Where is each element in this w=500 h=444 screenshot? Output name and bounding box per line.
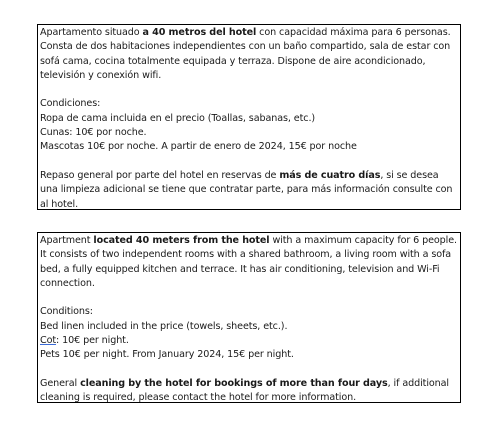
- english-intro-paragraph: [40, 234, 459, 291]
- english-intro-rest: with a maximum capacity for 6 people. It consists of two independent rooms with a shared bathroom, a living room with a sofa bed, a fully equipped kitchen and terrace. It has air conditioning, television and Wi-Fi connection.: [40, 235, 457, 289]
- spanish-conditions-title: Condiciones:: [40, 98, 101, 110]
- spanish-intro-rest: con capacidad máxima para 6 personas. Consta de dos habitaciones independientes con un baño compartido, sala de estar con sofá cama, cocina totalmente equipada y terraza. Dispone de aire acondicionado, televisión y conexión wifi.: [40, 27, 451, 81]
- english-cleaning-paragraph: [40, 377, 459, 406]
- spanish-cleaning-start: Repaso general por parte del hotel en reservas de: [40, 169, 280, 181]
- english-conditions-title: Conditions:: [40, 306, 93, 318]
- spanish-cleaning-paragraph: [40, 169, 459, 212]
- english-cleaning-start: General: [40, 377, 81, 389]
- spanish-condition-linen: Ropa de cama incluida en el precio (Toallas, sabanas, etc.): [40, 112, 316, 124]
- blank-line: [40, 291, 459, 305]
- spanish-cleaning-rest: , si se desea una limpieza adicional se tiene que contratar parte, para más información consulte con al hotel.: [40, 169, 453, 210]
- spanish-condition-pets: Mascotas 10€ por noche. A partir de enero de 2024, 15€ por noche: [40, 141, 357, 153]
- spanish-intro-start: Apartamento situado: [40, 27, 143, 38]
- english-cleaning-rest: , if additional cleaning is required, please contact the hotel for more information.: [40, 377, 449, 404]
- cot-word: Cot: [40, 335, 57, 347]
- spanish-description-box: [37, 24, 461, 210]
- blank-line: [40, 363, 459, 377]
- spanish-condition-cribs: Cunas: 10€ por noche.: [40, 127, 147, 139]
- english-cleaning-days: cleaning by the hotel for bookings of more than four days: [80, 377, 388, 389]
- english-intro-start: Apartment: [40, 235, 94, 246]
- spanish-cleaning-days: más de cuatro días: [279, 169, 381, 181]
- english-intro-distance: located 40 meters from the hotel: [93, 235, 270, 246]
- blank-line: [40, 83, 459, 97]
- english-condition-pets: Pets 10€ per night. From January 2024, 15€ per night.: [40, 349, 294, 361]
- blank-line: [40, 155, 459, 169]
- cot-price: : 10€ per night.: [56, 335, 129, 347]
- spanish-intro-distance: a 40 metros del hotel: [142, 27, 257, 38]
- spanish-intro-paragraph: [40, 26, 459, 83]
- english-condition-cot: [40, 334, 459, 348]
- english-description-box: [37, 232, 461, 403]
- english-condition-linen: Bed linen included in the price (towels, sheets, etc.).: [40, 320, 288, 332]
